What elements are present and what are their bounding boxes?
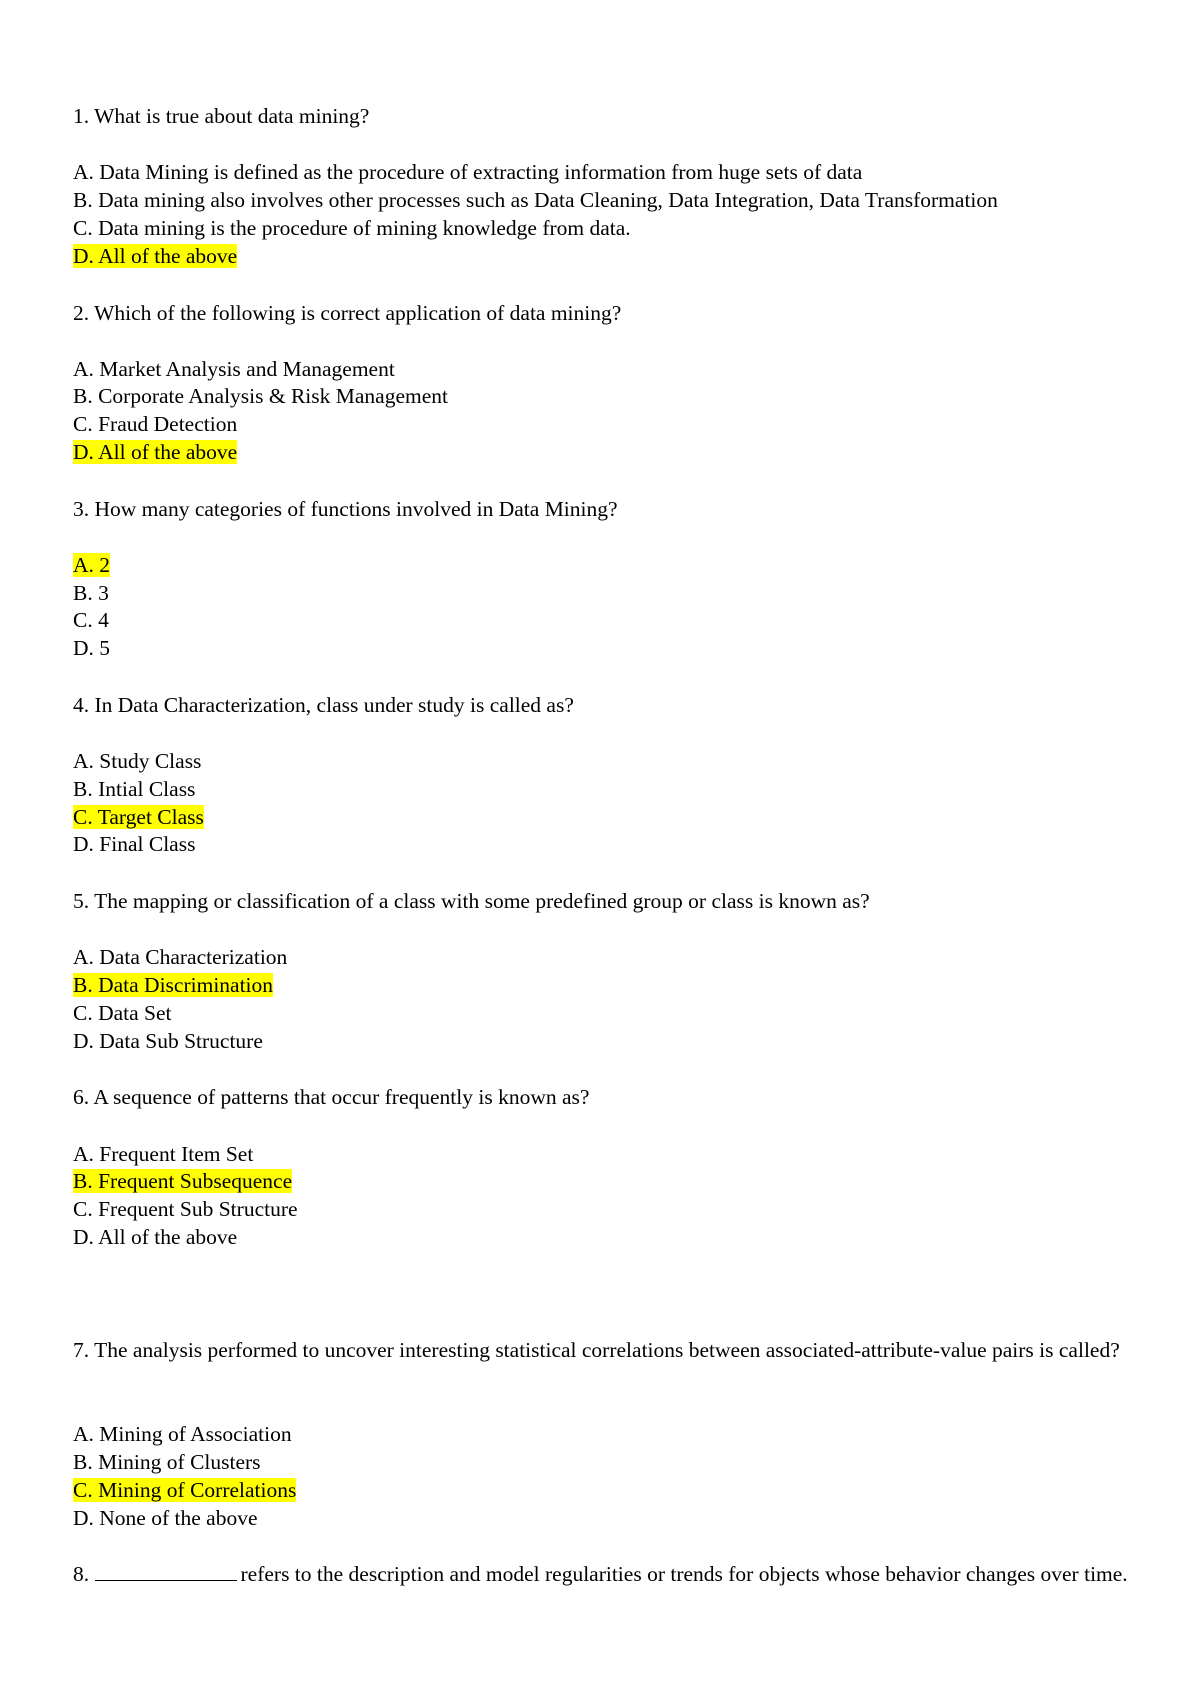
question-6: 6. A sequence of patterns that occur frequently is known as?	[73, 1085, 590, 1109]
question-4: 4. In Data Characterization, class under study is called as?	[73, 693, 574, 717]
q3-option-a-answer: A. 2	[73, 553, 111, 577]
q1-option-a: A. Data Mining is defined as the procedure of extracting information from huge sets of data	[73, 160, 863, 184]
question-8	[73, 1560, 1133, 1588]
question-5: 5. The mapping or classification of a class with some predefined group or class is known as?	[73, 889, 870, 913]
q2-option-c: C. Fraud Detection	[73, 412, 238, 436]
q2-option-a: A. Market Analysis and Management	[73, 357, 395, 381]
q7-option-b: B. Mining of Clusters	[73, 1450, 261, 1474]
q3-option-c: C. 4	[73, 608, 109, 632]
q5-option-b-answer: B. Data Discrimination	[73, 973, 274, 997]
question-2: 2. Which of the following is correct application of data mining?	[73, 301, 622, 325]
q6-option-a: A. Frequent Item Set	[73, 1142, 254, 1166]
q4-option-d: D. Final Class	[73, 832, 196, 856]
q3-option-d: D. 5	[73, 636, 111, 660]
q7-option-a: A. Mining of Association	[73, 1422, 292, 1446]
q4-option-b: B. Intial Class	[73, 777, 196, 801]
q5-option-c: C. Data Set	[73, 1001, 172, 1025]
q7-option-c-answer: C. Mining of Correlations	[73, 1478, 297, 1502]
question-1: 1. What is true about data mining?	[73, 104, 370, 128]
q2-option-d-answer: D. All of the above	[73, 440, 238, 464]
q8-text: refers to the description and model regularities or trends for objects whose behavior changes over time.	[240, 1562, 1128, 1586]
q1-option-b: B. Data mining also involves other processes such as Data Cleaning, Data Integration, Data Transformation	[73, 188, 998, 212]
q5-option-a: A. Data Characterization	[73, 945, 288, 969]
q1-option-c: C. Data mining is the procedure of mining knowledge from data.	[73, 216, 631, 240]
q6-option-c: C. Frequent Sub Structure	[73, 1197, 298, 1221]
q5-option-d: D. Data Sub Structure	[73, 1029, 263, 1053]
q6-option-d: D. All of the above	[73, 1225, 238, 1249]
q4-option-c-answer: C. Target Class	[73, 805, 204, 829]
q2-option-b: B. Corporate Analysis & Risk Management	[73, 384, 449, 408]
question-7: 7. The analysis performed to uncover interesting statistical correlations between associated-attribute-value pairs is called?	[73, 1338, 1120, 1362]
q4-option-a: A. Study Class	[73, 749, 202, 773]
q3-option-b: B. 3	[73, 581, 109, 605]
q7-option-d: D. None of the above	[73, 1506, 258, 1530]
q1-option-d-answer: D. All of the above	[73, 244, 238, 268]
question-3: 3. How many categories of functions involved in Data Mining?	[73, 497, 618, 521]
q8-number: 8.	[73, 1562, 90, 1586]
q6-option-b-answer: B. Frequent Subsequence	[73, 1169, 293, 1193]
q8-fill-in-blank	[95, 1562, 237, 1581]
